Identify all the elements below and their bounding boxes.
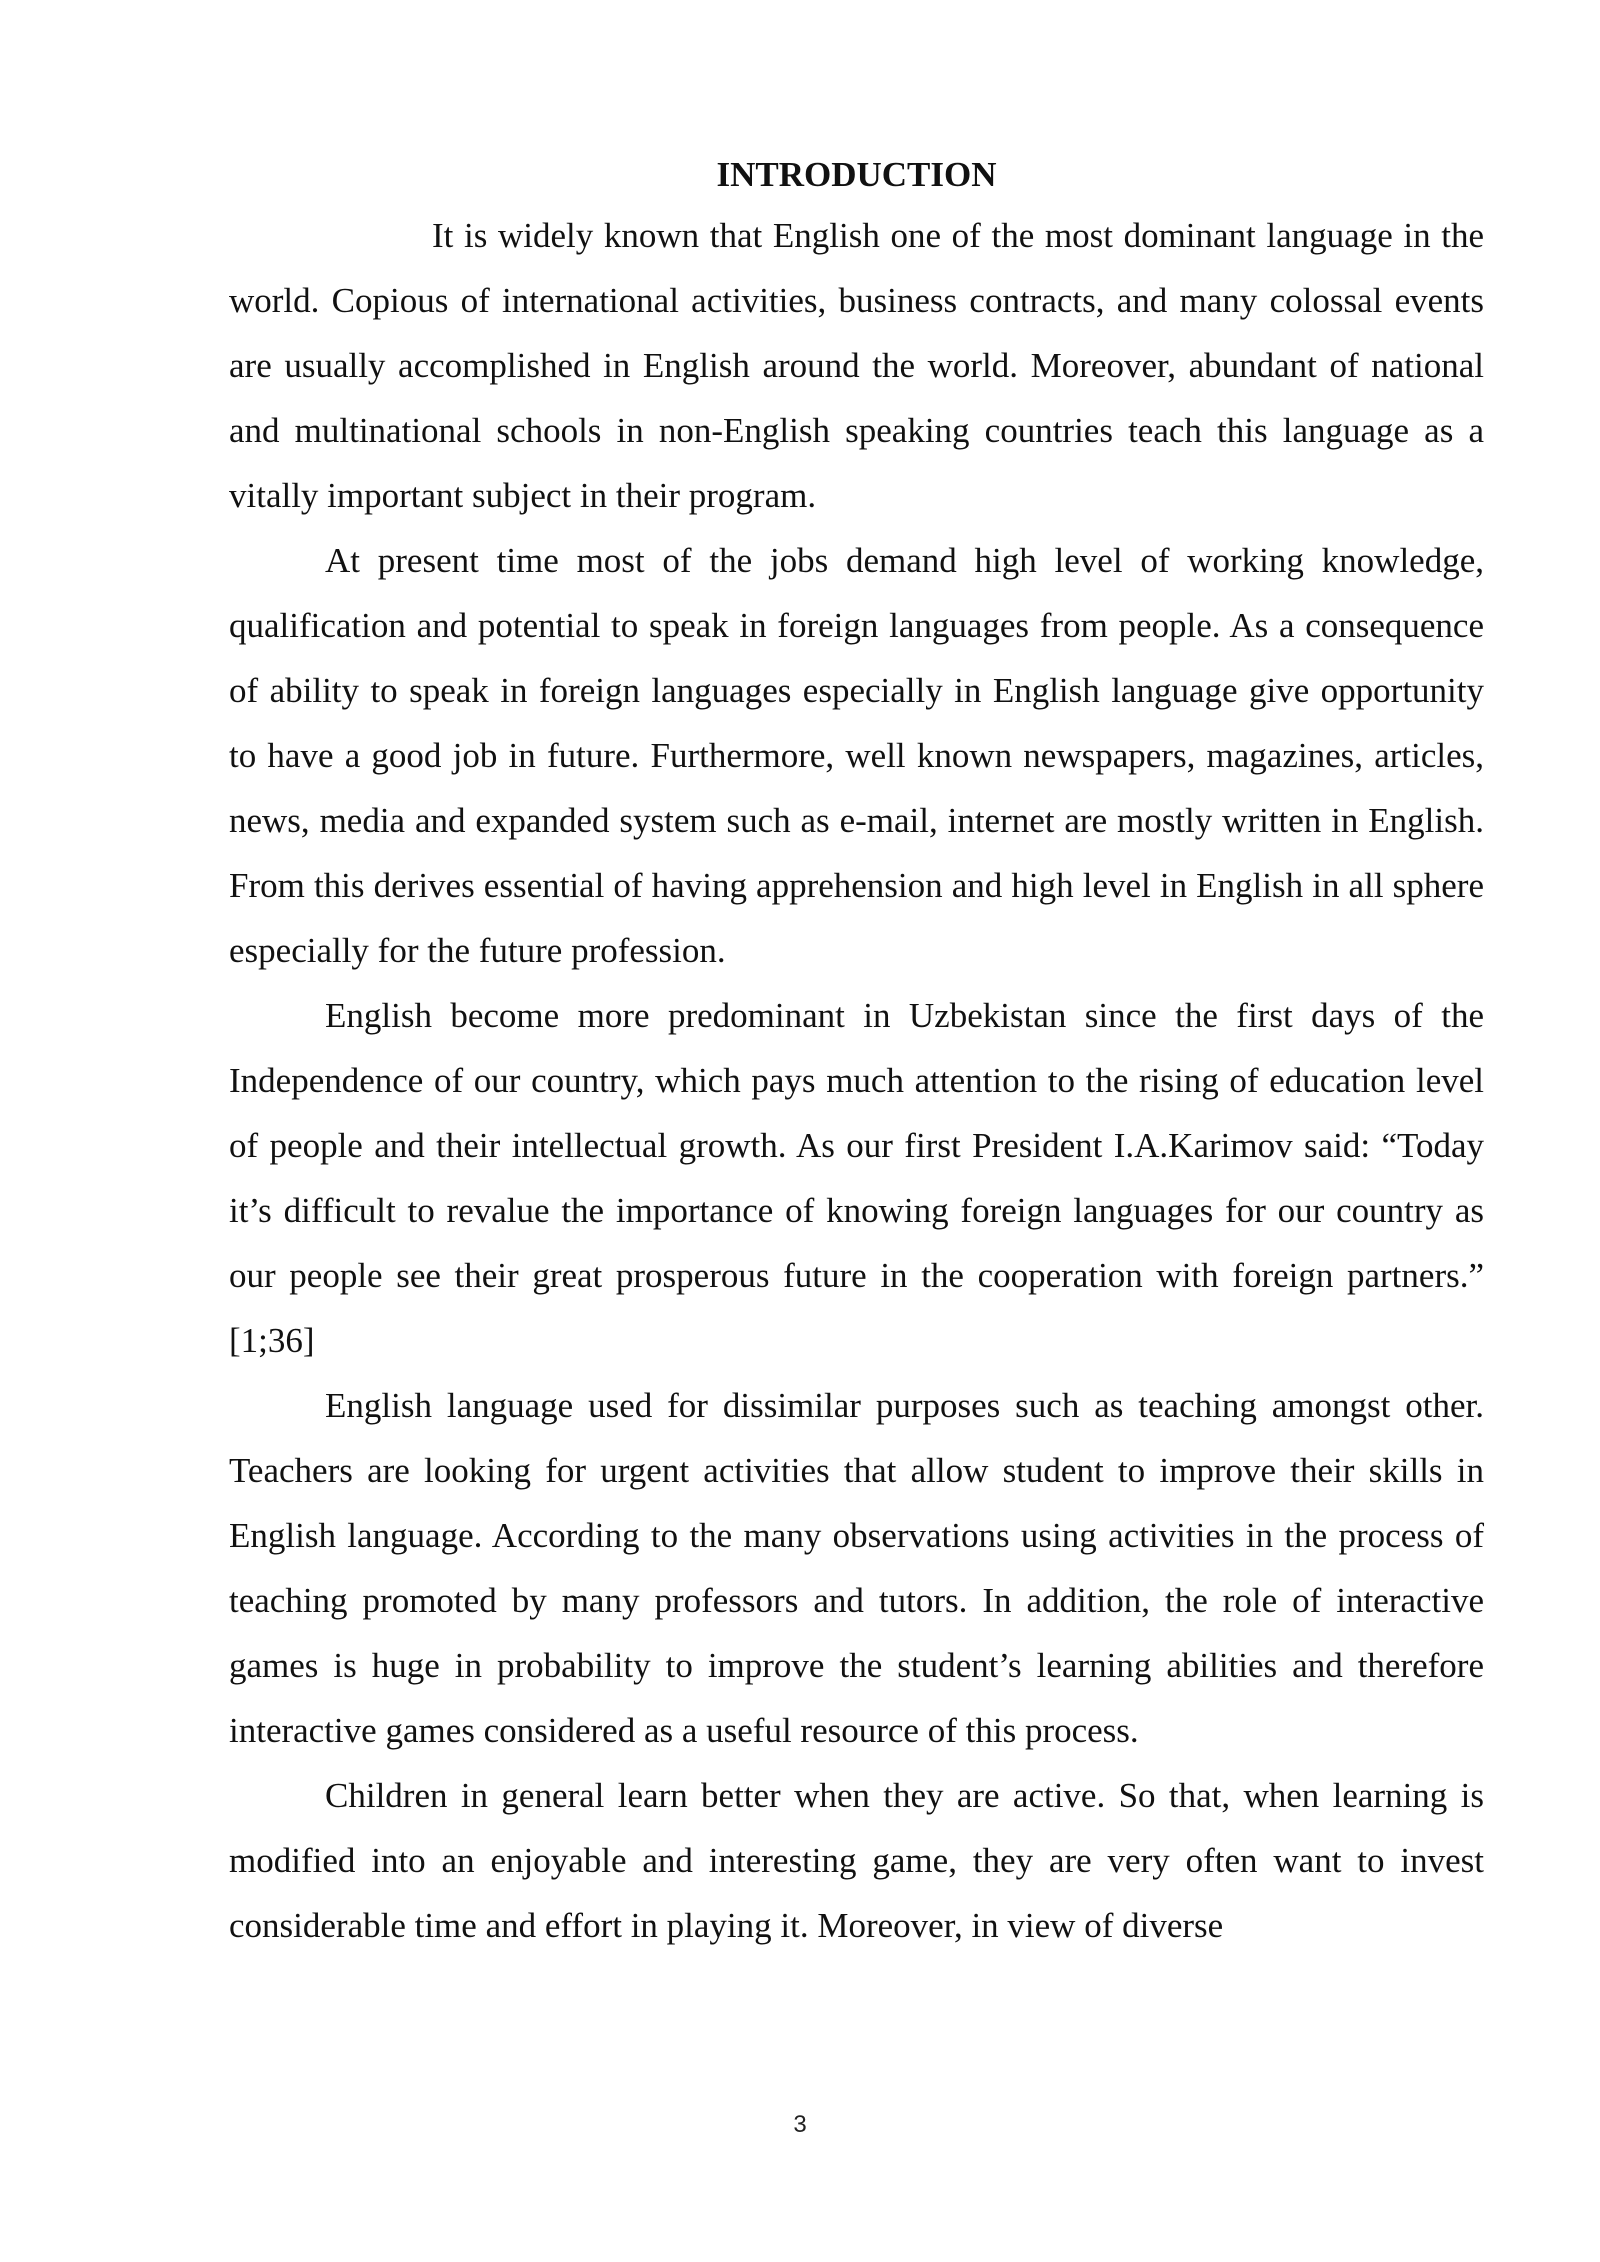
paragraph-2: At present time most of the jobs demand high level of working knowledge, qualification and potential to speak in foreign languages from people. As a consequence of ability to speak in foreign languages especially in English language give opportunity to have a good job in future. Furthermore, well known newspapers, magazines, articles, news, media and expanded system such as e-mail, internet are mostly written in English. From this derives essential of having apprehension and high level in English in all sphere especially for the future profession. [229, 541, 1484, 970]
paragraph-3: English become more predominant in Uzbekistan since the first days of the Independence of our country, which pays much attention to the rising of education level of people and their intellectual growth. As our first President I.A.Karimov said: “Today it’s difficult to revalue the importance of knowing foreign languages for our country as our people see their great prosperous future in the cooperation with foreign partners.” [1;36] [229, 996, 1484, 1360]
document-page [229, 150, 1484, 1958]
paragraph-4: English language used for dissimilar purposes such as teaching amongst other. Teachers are looking for urgent activities that allow student to improve their skills in English language. According to the many observations using activities in the process of teaching promoted by many professors and tutors. In addition, the role of interactive games is huge in probability to improve the student’s learning abilities and therefore interactive games considered as a useful resource of this process. [229, 1386, 1484, 1750]
paragraph-1: It is widely known that English one of the most dominant language in the world. Copious of international activities, business contracts, and many colossal events are usually accomplished in English around the world. Moreover, abundant of national and multinational schools in non-English speaking countries teach this language as a vitally important subject in their program. [229, 216, 1484, 515]
paragraph-5: Children in general learn better when they are active. So that, when learning is modified into an enjoyable and interesting game, they are very often want to invest considerable time and effort in playing it. Moreover, in view of diverse [229, 1776, 1484, 1945]
page-title: INTRODUCTION [716, 155, 997, 194]
page-number: 3 [793, 2111, 807, 2138]
